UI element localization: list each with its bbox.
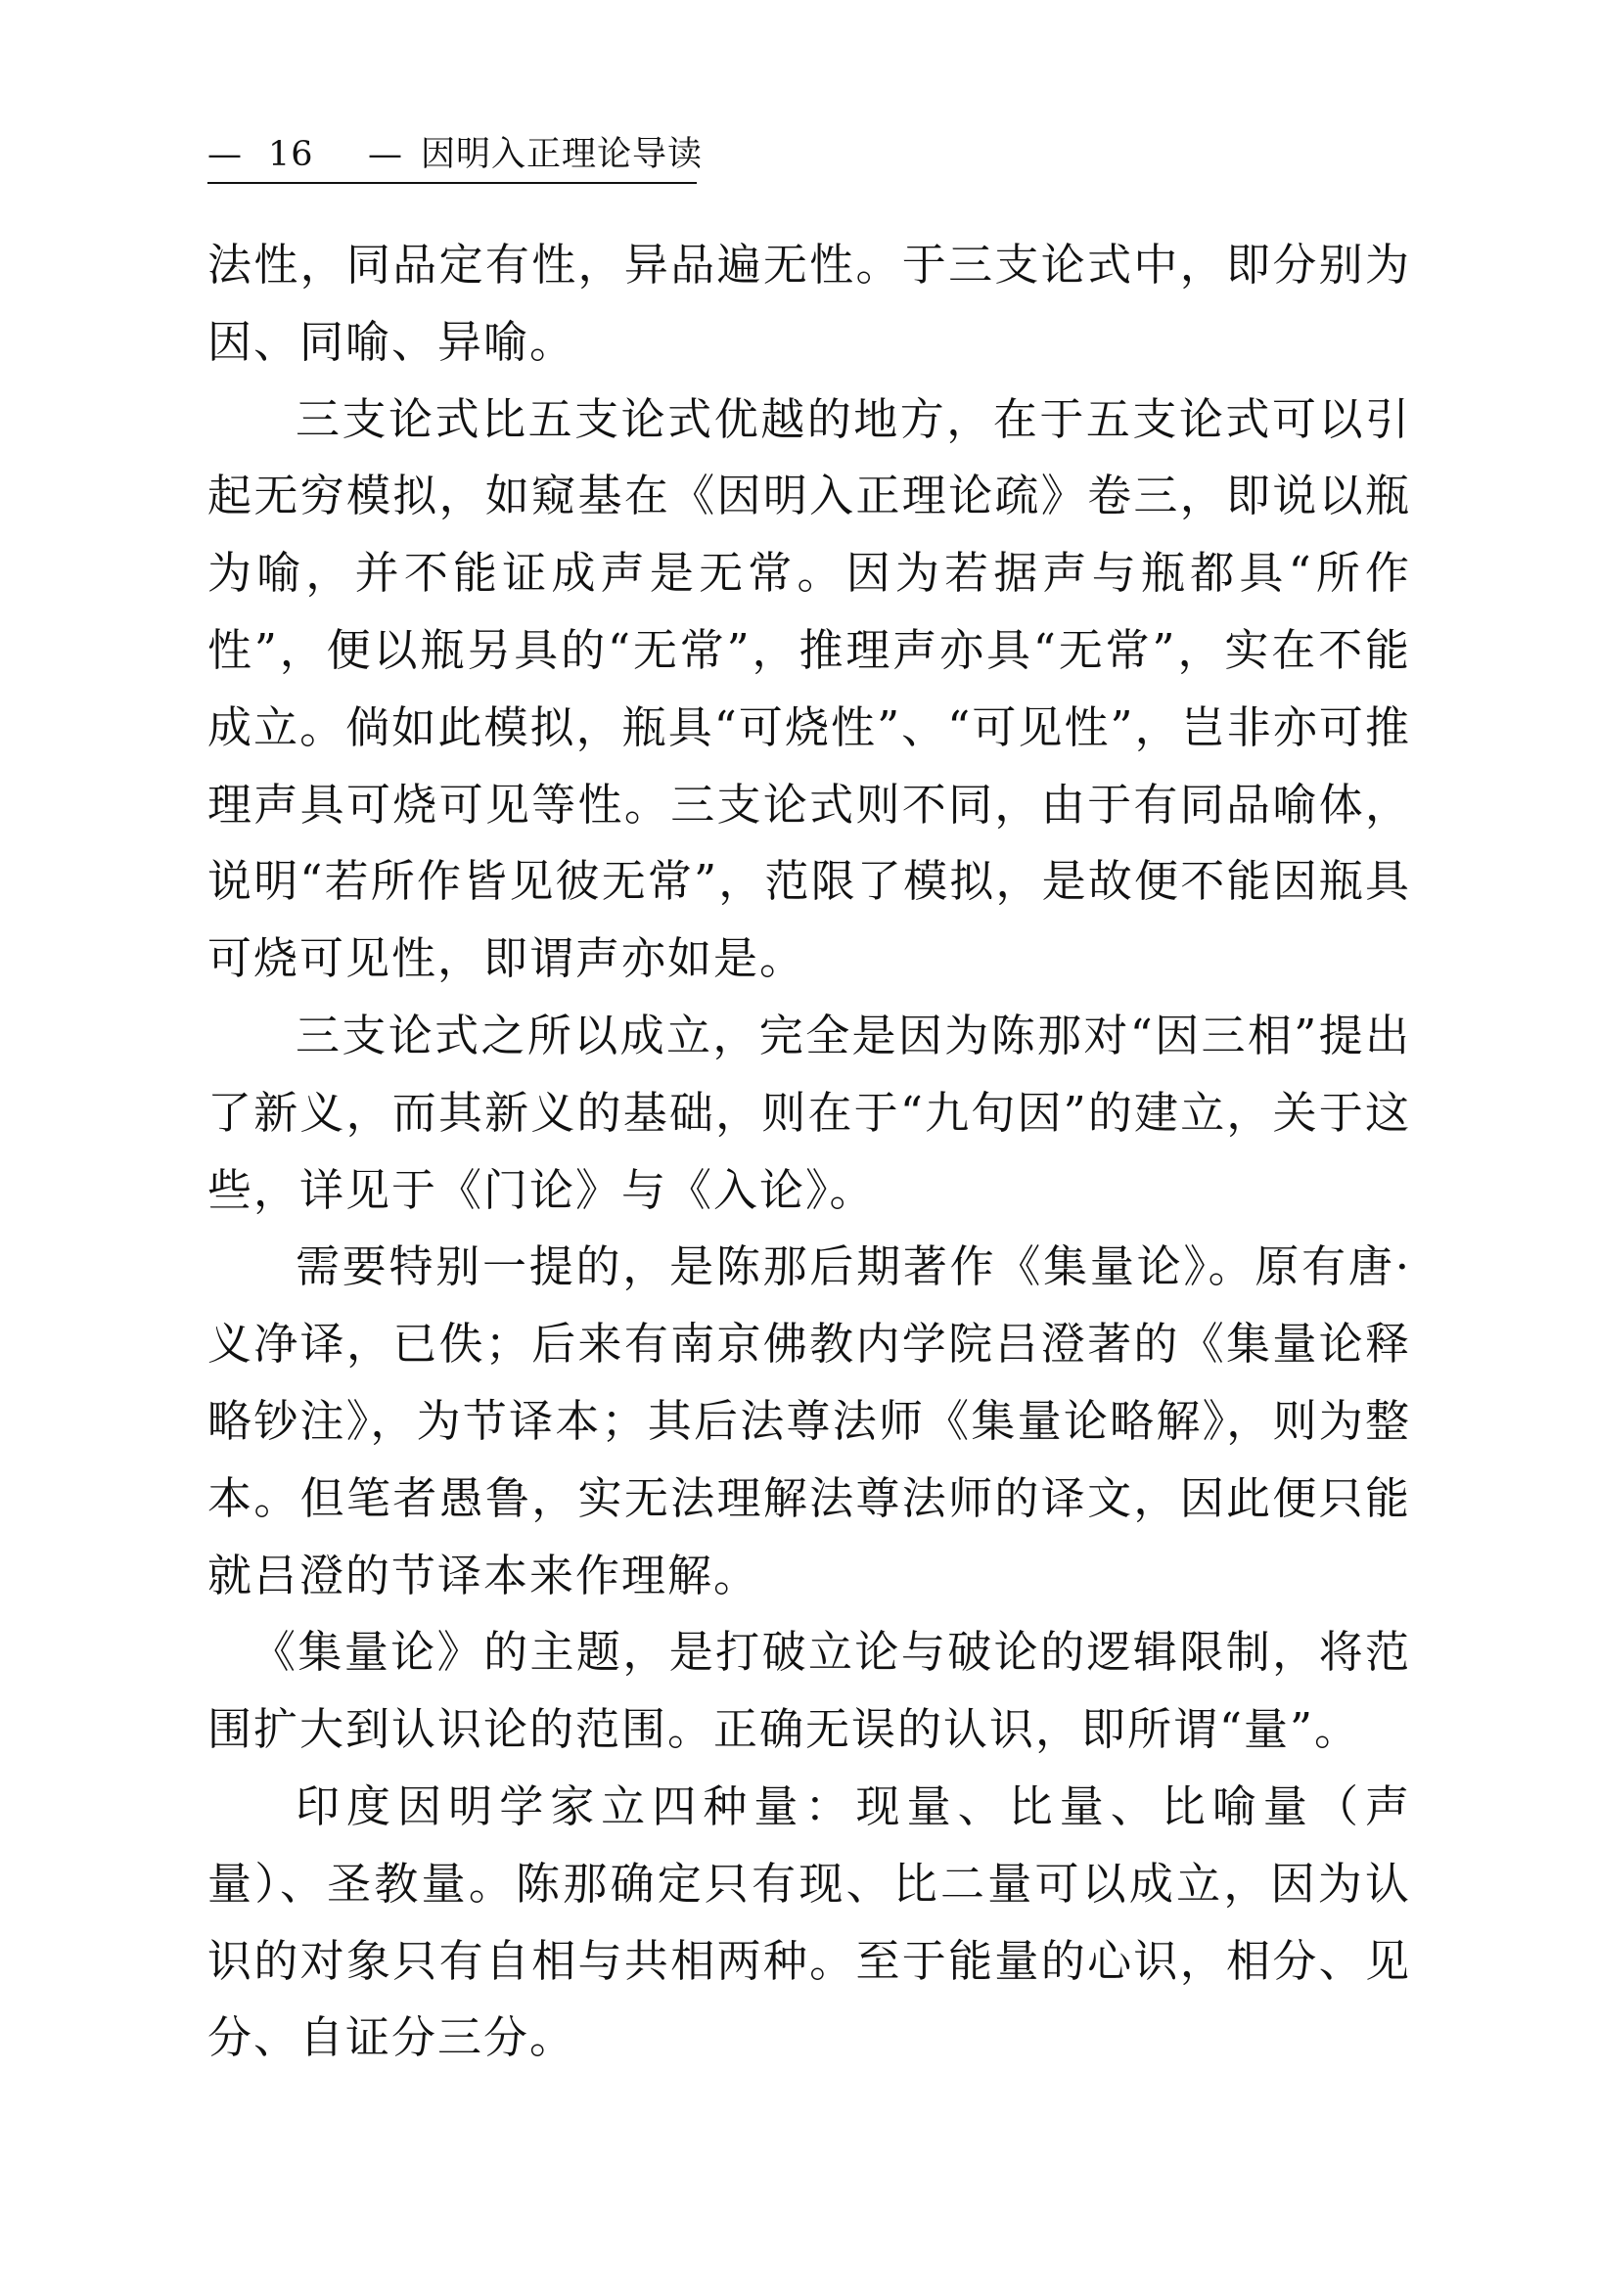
running-header [207,129,704,184]
header-lead-dash: — [207,135,243,174]
page-number: 16 [268,135,314,174]
paragraph-three-part-syllogism: 三支论式比五支论式优越的地方，在于五支论式可以引起无穷模拟，如窥基在《因明入正理论疏》卷三，即说以瓶为喻，并不能证成声是无常。因为若据声与瓶都具“所作性”，便以瓶另具的“无常”，推理声亦具“无常”，实在不能成立。倘如此模拟，瓶具“可烧性”、“可见性”，岂非亦可推理声具可烧可见等性。三支论式则不同，由于有同品喻体，说明“若所作皆见彼无常”，范限了模拟，是故便不能因瓶具可烧可见性，即谓声亦如是。 [207,392,1411,985]
paragraph-three-marks: 三支论式之所以成立，完全是因为陈那对“因三相”提出了新义，而其新义的基础，则在于“九句因”的建立，关于这些，详见于《门论》与《入论》。 [207,1009,1411,1216]
paragraph-four-pramanas: 印度因明学家立四种量：现量、比量、比喻量（声量）、圣教量。陈那确定只有现、比二量可以成立，因为认识的对象只有自相与共相两种。至于能量的心识，相分、见分、自证分三分。 [207,1779,1411,2064]
header-rule [207,182,697,184]
header-separator: — [368,135,403,174]
book-title: 因明入正理论导读 [421,135,704,174]
paragraph-theme: 《集量论》的主题，是打破立论与破论的逻辑限制，将范围扩大到认识论的范围。正确无误的认识，即所谓“量”。 [207,1626,1411,1756]
paragraph-continuation: 法性，同品定有性，异品遍无性。于三支论式中，即分别为因、同喻、异喻。 [207,239,1411,368]
body-text [207,227,1411,2077]
paragraph-pramana-samuccaya: 需要特别一提的，是陈那后期著作《集量论》。原有唐·义净译，已佚；后来有南京佛教内学院吕澄著的《集量论释略钞注》，为节译本；其后法尊法师《集量论略解》，则为整本。但笔者愚鲁，实无法理解法尊法师的译文，因此便只能就吕澄的节译本来作理解。 [207,1240,1411,1601]
